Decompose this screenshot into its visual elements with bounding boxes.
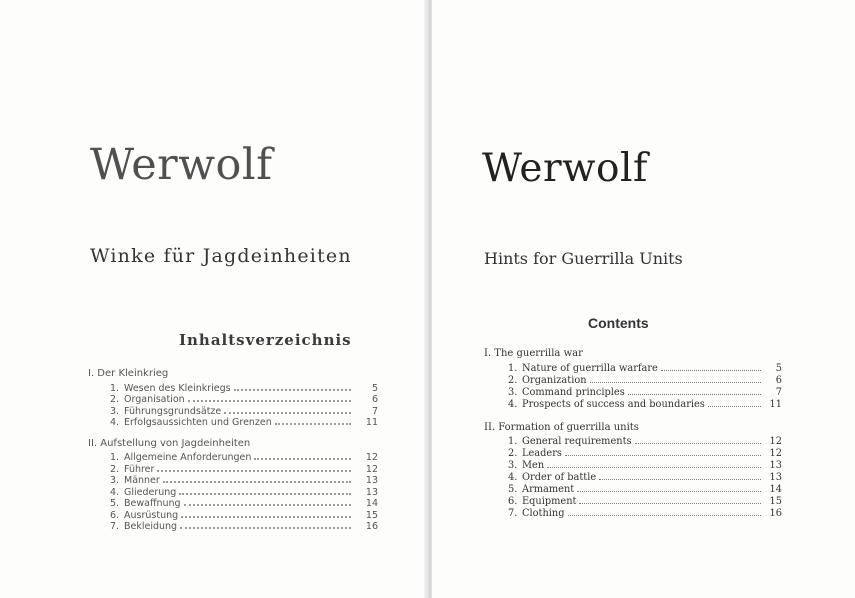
toc-entry-number: 2. <box>508 448 518 459</box>
toc-entry-page: 7 <box>775 386 782 398</box>
dot-leader <box>184 504 351 506</box>
toc-entry-label: Clothing <box>522 508 565 519</box>
toc-entry-label: Armament <box>522 484 575 495</box>
dot-leader <box>188 400 351 402</box>
toc-entry-number: 4. <box>508 472 518 483</box>
right-contents-heading: Contents <box>588 315 649 331</box>
toc-entry-number: 1. <box>110 452 120 463</box>
dot-leader <box>635 443 761 444</box>
left-table-of-contents <box>88 368 378 542</box>
dot-leader <box>568 515 762 516</box>
dot-leader <box>157 470 351 472</box>
toc-entry-number: 6. <box>110 509 120 521</box>
toc-section-entries <box>484 363 782 411</box>
dot-leader <box>234 389 351 391</box>
toc-entry-number: 5. <box>508 484 518 495</box>
left-subtitle: Winke für Jagdeinheiten <box>90 245 352 267</box>
toc-entry-page: 15 <box>365 509 378 521</box>
toc-entry <box>508 508 782 520</box>
dot-leader <box>254 458 351 460</box>
toc-section-entries <box>484 436 782 520</box>
toc-entry-label: Command principles <box>522 386 625 398</box>
dot-leader <box>661 370 761 371</box>
toc-entry-label: Men <box>522 460 545 471</box>
toc-entry-page: 12 <box>365 452 378 463</box>
toc-entry-label: Order of battle <box>522 472 597 483</box>
toc-entry <box>508 472 782 484</box>
dot-leader <box>708 406 761 407</box>
toc-entry-page: 11 <box>769 398 782 410</box>
toc-entry-label: Führer <box>124 463 155 475</box>
toc-entry <box>110 452 378 464</box>
toc-section-heading: I. Der Kleinkrieg <box>88 368 169 379</box>
dot-leader <box>590 382 761 383</box>
toc-section-heading: II. Aufstellung von Jagdeinheiten <box>88 437 251 449</box>
toc-entry-page: 14 <box>365 498 378 509</box>
dot-leader <box>224 412 351 414</box>
toc-entry-label: Leaders <box>522 448 562 459</box>
toc-entry-label: Führungsgrundsätze <box>124 405 222 417</box>
toc-entry-label: Nature of guerrilla warfare <box>522 362 658 374</box>
toc-entry <box>508 496 782 508</box>
toc-entry <box>110 417 378 429</box>
toc-entry-number: 3. <box>508 386 518 398</box>
toc-entry <box>110 521 378 533</box>
right-title: Werwolf <box>482 146 648 191</box>
toc-entry <box>110 475 378 487</box>
toc-entry-page: 13 <box>769 460 782 471</box>
toc-entry-number: 1. <box>508 362 518 374</box>
dot-leader <box>579 503 761 504</box>
toc-entry <box>110 383 378 395</box>
dot-leader <box>577 491 761 492</box>
toc-entry <box>508 436 782 448</box>
toc-entry-label: Gliederung <box>124 486 177 498</box>
toc-entry-label: Ausrüstung <box>124 509 179 521</box>
toc-entry-page: 6 <box>371 394 378 405</box>
toc-entry-page: 12 <box>769 436 782 447</box>
toc-entry-page: 5 <box>775 362 782 374</box>
dot-leader <box>628 394 761 395</box>
toc-entry-number: 5. <box>110 498 120 509</box>
dot-leader <box>180 527 351 529</box>
toc-entry-page: 7 <box>371 405 378 417</box>
toc-entry-label: Bekleidung <box>124 521 178 532</box>
toc-section-heading: I. The guerrilla war <box>484 348 583 359</box>
toc-entry-label: Erfolgsaussichten und Grenzen <box>124 417 272 428</box>
toc-entry <box>508 375 782 387</box>
dot-leader <box>179 493 351 495</box>
toc-entry-page: 5 <box>371 382 378 394</box>
toc-entry-page: 16 <box>365 521 378 532</box>
toc-entry-page: 13 <box>365 475 378 486</box>
toc-entry-label: Allgemeine Anforderungen <box>124 452 252 463</box>
toc-section-entries <box>88 452 378 533</box>
toc-entry-page: 16 <box>769 508 782 519</box>
toc-entry <box>110 510 378 522</box>
toc-entry-label: Equipment <box>522 496 577 507</box>
dot-leader <box>275 423 351 425</box>
dot-leader <box>599 479 761 480</box>
toc-entry-label: Männer <box>124 475 160 486</box>
toc-section-entries <box>88 383 378 429</box>
toc-entry-label: Prospects of success and boundaries <box>522 398 705 410</box>
toc-entry <box>508 363 782 375</box>
toc-entry <box>110 464 378 476</box>
toc-entry-number: 3. <box>508 460 518 471</box>
right-subtitle: Hints for Guerrilla Units <box>484 249 683 268</box>
toc-entry <box>508 387 782 399</box>
toc-entry-number: 2. <box>508 374 518 386</box>
toc-entry-number: 2. <box>110 463 120 475</box>
dot-leader <box>181 516 351 518</box>
toc-entry-label: Bewaffnung <box>124 498 181 509</box>
toc-entry-page: 13 <box>365 486 378 498</box>
toc-entry <box>508 448 782 460</box>
toc-entry-label: Wesen des Kleinkriegs <box>124 382 231 394</box>
dot-leader <box>163 481 351 483</box>
toc-entry-number: 7. <box>508 508 518 519</box>
toc-entry <box>508 460 782 472</box>
toc-entry-number: 3. <box>110 405 120 417</box>
toc-entry-label: General requirements <box>522 436 632 447</box>
toc-entry-label: Organisation <box>124 394 185 405</box>
toc-entry-page: 11 <box>365 417 378 428</box>
toc-entry-number: 6. <box>508 496 518 507</box>
left-title: Werwolf <box>90 140 273 190</box>
left-contents-heading: Inhaltsverzeichnis <box>179 331 352 349</box>
toc-entry <box>110 406 378 418</box>
toc-entry-number: 3. <box>110 475 120 486</box>
toc-entry-number: 1. <box>110 382 120 394</box>
toc-entry-number: 4. <box>110 417 120 428</box>
left-page <box>0 0 427 598</box>
toc-entry-number: 2. <box>110 394 120 405</box>
toc-entry-number: 1. <box>508 436 518 447</box>
toc-entry <box>110 394 378 406</box>
toc-entry <box>508 399 782 411</box>
toc-entry-number: 4. <box>110 486 120 498</box>
dot-leader <box>547 467 761 468</box>
toc-entry-page: 12 <box>365 463 378 475</box>
toc-entry <box>110 498 378 510</box>
toc-entry-number: 7. <box>110 521 120 532</box>
right-table-of-contents <box>484 348 782 531</box>
dot-leader <box>565 455 761 456</box>
toc-entry-page: 12 <box>769 448 782 459</box>
toc-section-heading: II. Formation of guerrilla units <box>484 421 639 433</box>
toc-entry <box>508 484 782 496</box>
toc-entry-number: 4. <box>508 398 518 410</box>
toc-entry <box>110 487 378 499</box>
toc-entry-page: 13 <box>769 472 782 483</box>
toc-entry-page: 15 <box>769 496 782 507</box>
toc-entry-label: Organization <box>522 374 587 386</box>
toc-entry-page: 14 <box>769 484 782 495</box>
toc-entry-page: 6 <box>775 374 782 386</box>
